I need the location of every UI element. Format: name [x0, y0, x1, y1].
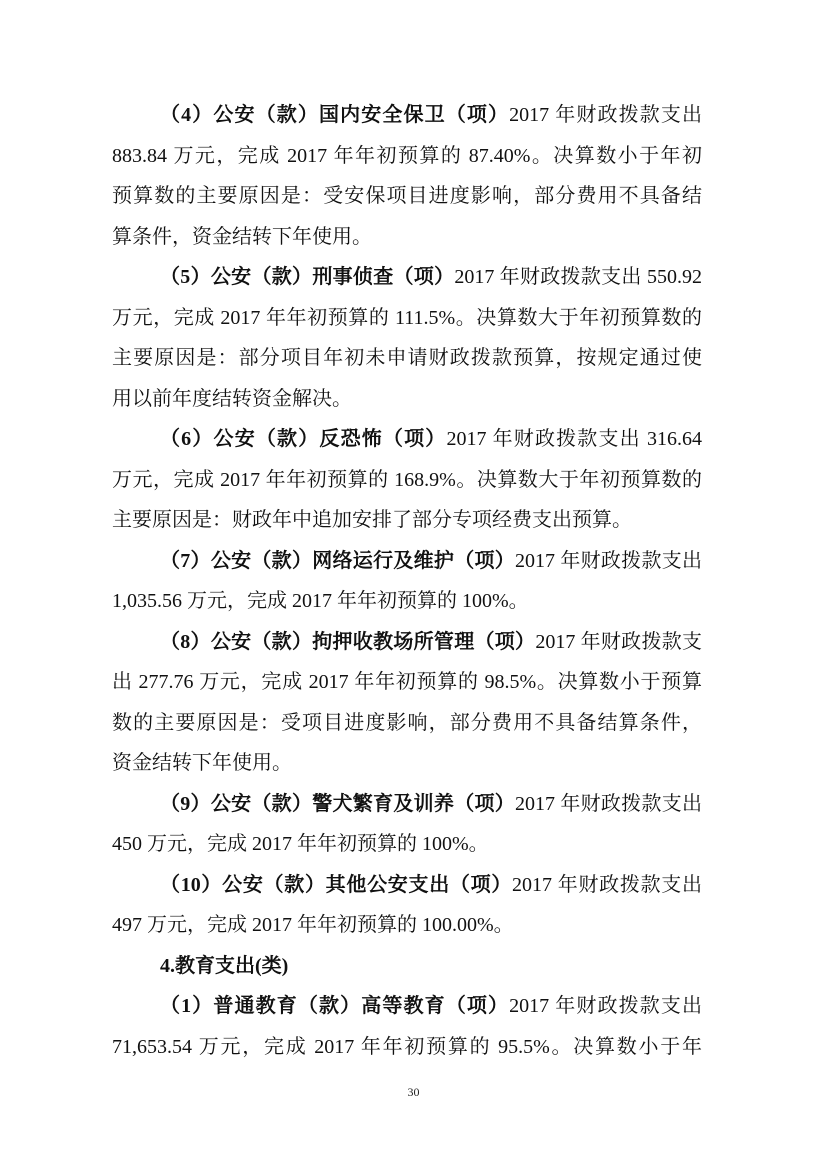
paragraph-last-line: 算条件，资金结转下年使用。 — [112, 225, 372, 248]
line-text: 2017 年财政拨款支 — [535, 630, 703, 653]
paragraph-first-line — [112, 541, 702, 582]
item-heading: （6）公安（款）反恐怖（项） — [160, 428, 447, 450]
line-text: 2017 年财政拨款支出 — [512, 873, 703, 896]
paragraph-last-line: 主要原因是：财政年中追加安排了部分专项经费支出预算。 — [112, 509, 632, 531]
paragraph-first-line — [112, 784, 702, 825]
paragraph-first-line — [112, 622, 702, 663]
body-text — [112, 95, 702, 1067]
paragraph-first-line — [112, 986, 702, 1027]
item-heading: （1）普通教育（款）高等教育（项） — [160, 995, 510, 1017]
paragraph-last-line: 资金结转下年使用。 — [112, 752, 292, 774]
item-heading: （4）公安（款）国内安全保卫（项） — [160, 104, 510, 126]
paragraph-line: 数的主要原因是：受项目进度影响，部分费用不具备结算条件， — [112, 711, 702, 734]
line-text: 2017 年财政拨款支出 — [515, 792, 703, 815]
paragraph-first-line — [112, 419, 702, 460]
paragraph-line: 万元，完成 2017 年年初预算的 168.9%。决算数大于年初预算数的 — [112, 468, 702, 491]
line-text: 2017 年财政拨款支出 — [515, 549, 703, 572]
paragraph-line: 预算数的主要原因是：受安保项目进度影响，部分费用不具备结 — [112, 185, 702, 207]
paragraph-line: 71,653.54 万元，完成 2017 年年初预算的 95.5%。决算数小于年 — [112, 1035, 702, 1058]
paragraph-last-line: 用以前年度结转资金解决。 — [112, 387, 352, 410]
item-heading: （8）公安（款）拘押收教场所管理（项） — [160, 630, 536, 653]
paragraph-first-line — [112, 95, 702, 136]
line-text: 2017 年财政拨款支出 — [509, 995, 702, 1017]
line-text: 2017 年财政拨款支出 — [509, 104, 702, 126]
section-heading-text: 4.教育支出(类) — [160, 954, 289, 977]
item-heading: （7）公安（款）网络运行及维护（项） — [160, 549, 516, 572]
page-number: 30 — [407, 1085, 420, 1099]
paragraph-last-line: 497 万元，完成 2017 年年初预算的 100.00%。 — [112, 914, 514, 936]
item-heading: （10）公安（款）其他公安支出（项） — [160, 873, 513, 896]
paragraph-last-line: 1,035.56 万元，完成 2017 年年初预算的 100%。 — [112, 590, 529, 612]
paragraph-line: 883.84 万元，完成 2017 年年初预算的 87.40%。决算数小于年初 — [112, 144, 702, 167]
item-heading: （9）公安（款）警犬繁育及训养（项） — [160, 792, 516, 815]
item-heading: （5）公安（款）刑事侦查（项） — [160, 266, 455, 288]
paragraph-first-line — [112, 257, 702, 298]
line-text: 2017 年财政拨款支出 316.64 — [446, 428, 703, 450]
paragraph-last-line: 450 万元，完成 2017 年年初预算的 100%。 — [112, 833, 489, 855]
paragraph-line: 万元，完成 2017 年年初预算的 111.5%。决算数大于年初预算数的 — [112, 306, 702, 329]
line-text: 2017 年财政拨款支出 550.92 — [454, 266, 703, 288]
paragraph-line: 主要原因是：部分项目年初未申请财政拨款预算，按规定通过使 — [112, 347, 702, 369]
section-heading — [112, 946, 702, 987]
paragraph-line: 出 277.76 万元，完成 2017 年年初预算的 98.5%。决算数小于预算 — [112, 671, 702, 693]
paragraph-first-line — [112, 865, 702, 906]
